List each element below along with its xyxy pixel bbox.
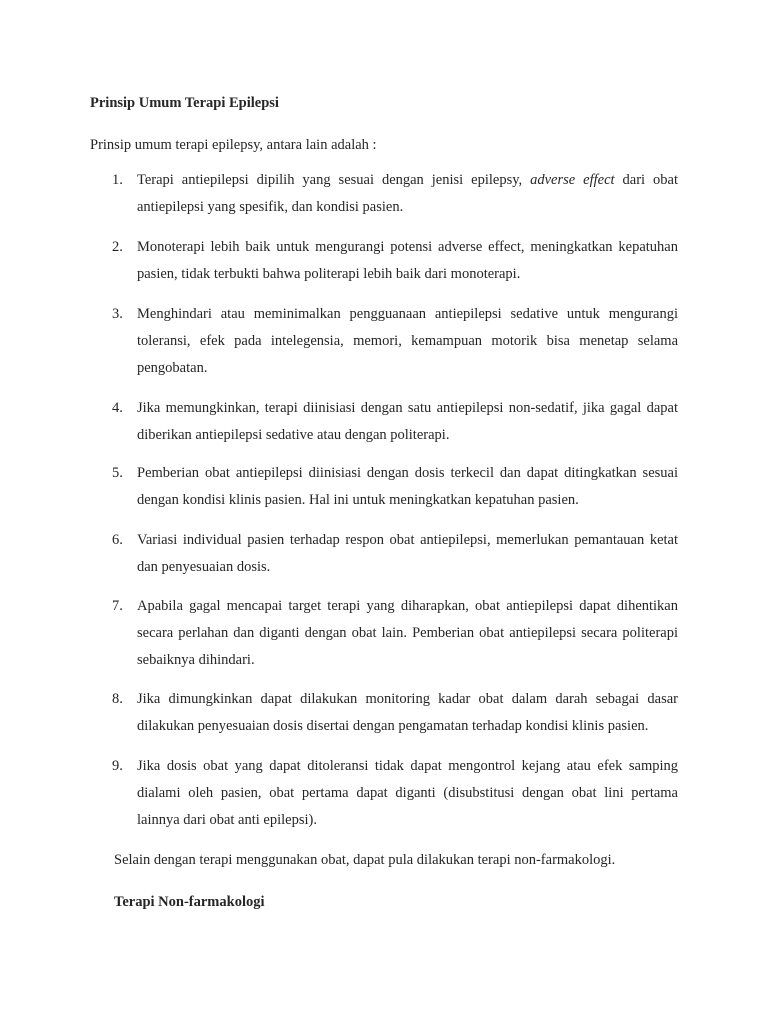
list-item: [112, 686, 678, 740]
emphasized-term: adverse effect: [530, 172, 615, 188]
list-item-text: Menghindari atau meminimalkan pengguanaan antiepilepsi sedative untuk mengurangi toleransi, efek pada intelegensia, memori, kemampuan motorik bisa menetap selama pengobatan.: [137, 306, 678, 377]
list-item-number: 7.: [112, 598, 123, 614]
list-item-number: 6.: [112, 532, 123, 548]
list-item-text: Jika dimungkinkan dapat dilakukan monitoring kadar obat dalam darah sebagai dasar dilakukan penyesuaian dosis disertai dengan pengamatan terhadap kondisi klinis pasien.: [137, 691, 678, 735]
list-item-number: 5.: [112, 465, 123, 481]
section-subheading: Terapi Non-farmakologi: [114, 894, 265, 910]
intro-paragraph: Prinsip umum terapi epilepsy, antara lain adalah :: [90, 137, 377, 153]
list-item-text: Terapi antiepilepsi dipilih yang sesuai dengan jenisi epilepsy, adverse effect dari obat antiepilepsi yang spesifik, dan kondisi pasien.: [137, 172, 678, 216]
list-item-number: 1.: [112, 172, 123, 188]
list-item: [112, 753, 678, 835]
list-item-number: 2.: [112, 239, 123, 255]
list-item-text: Variasi individual pasien terhadap respon obat antiepilepsi, memerlukan pemantauan ketat dan penyesuaian dosis.: [137, 532, 678, 576]
list-item-text: Jika dosis obat yang dapat ditoleransi tidak dapat mengontrol kejang atau efek samping dialami oleh pasien, obat pertama dapat diganti (disubstitusi dengan obat lini pertama lainnya dari obat anti epilepsi).: [137, 758, 678, 829]
list-item: [112, 301, 678, 383]
list-item-text: Jika memungkinkan, terapi diinisiasi dengan satu antiepilepsi non-sedatif, jika gagal dapat diberikan antiepilepsi sedative atau dengan politerapi.: [137, 400, 678, 444]
list-item: [112, 593, 678, 675]
section-title: Prinsip Umum Terapi Epilepsi: [90, 95, 279, 111]
list-item: [112, 395, 678, 449]
list-item-number: 8.: [112, 691, 123, 707]
list-item-text: Apabila gagal mencapai target terapi yang diharapkan, obat antiepilepsi dapat dihentikan secara perlahan dan diganti dengan obat lain. Pemberian obat antiepilepsi secara politerapi sebaiknya dihindari.: [137, 598, 678, 669]
list-item: [112, 460, 678, 514]
list-item-text: Pemberian obat antiepilepsi diinisiasi dengan dosis terkecil dan dapat ditingkatkan sesuai dengan kondisi klinis pasien. Hal ini untuk meningkatkan kepatuhan pasien.: [137, 465, 678, 509]
closing-paragraph: Selain dengan terapi menggunakan obat, dapat pula dilakukan terapi non-farmakologi.: [114, 852, 616, 868]
list-item-number: 9.: [112, 758, 123, 774]
list-item-number: 3.: [112, 306, 123, 322]
list-item: [112, 234, 678, 288]
list-item: [112, 167, 678, 221]
list-item-text: Monoterapi lebih baik untuk mengurangi potensi adverse effect, meningkatkan kepatuhan pasien, tidak terbukti bahwa politerapi lebih baik dari monoterapi.: [137, 239, 678, 283]
list-item: [112, 527, 678, 581]
list-item-number: 4.: [112, 400, 123, 416]
